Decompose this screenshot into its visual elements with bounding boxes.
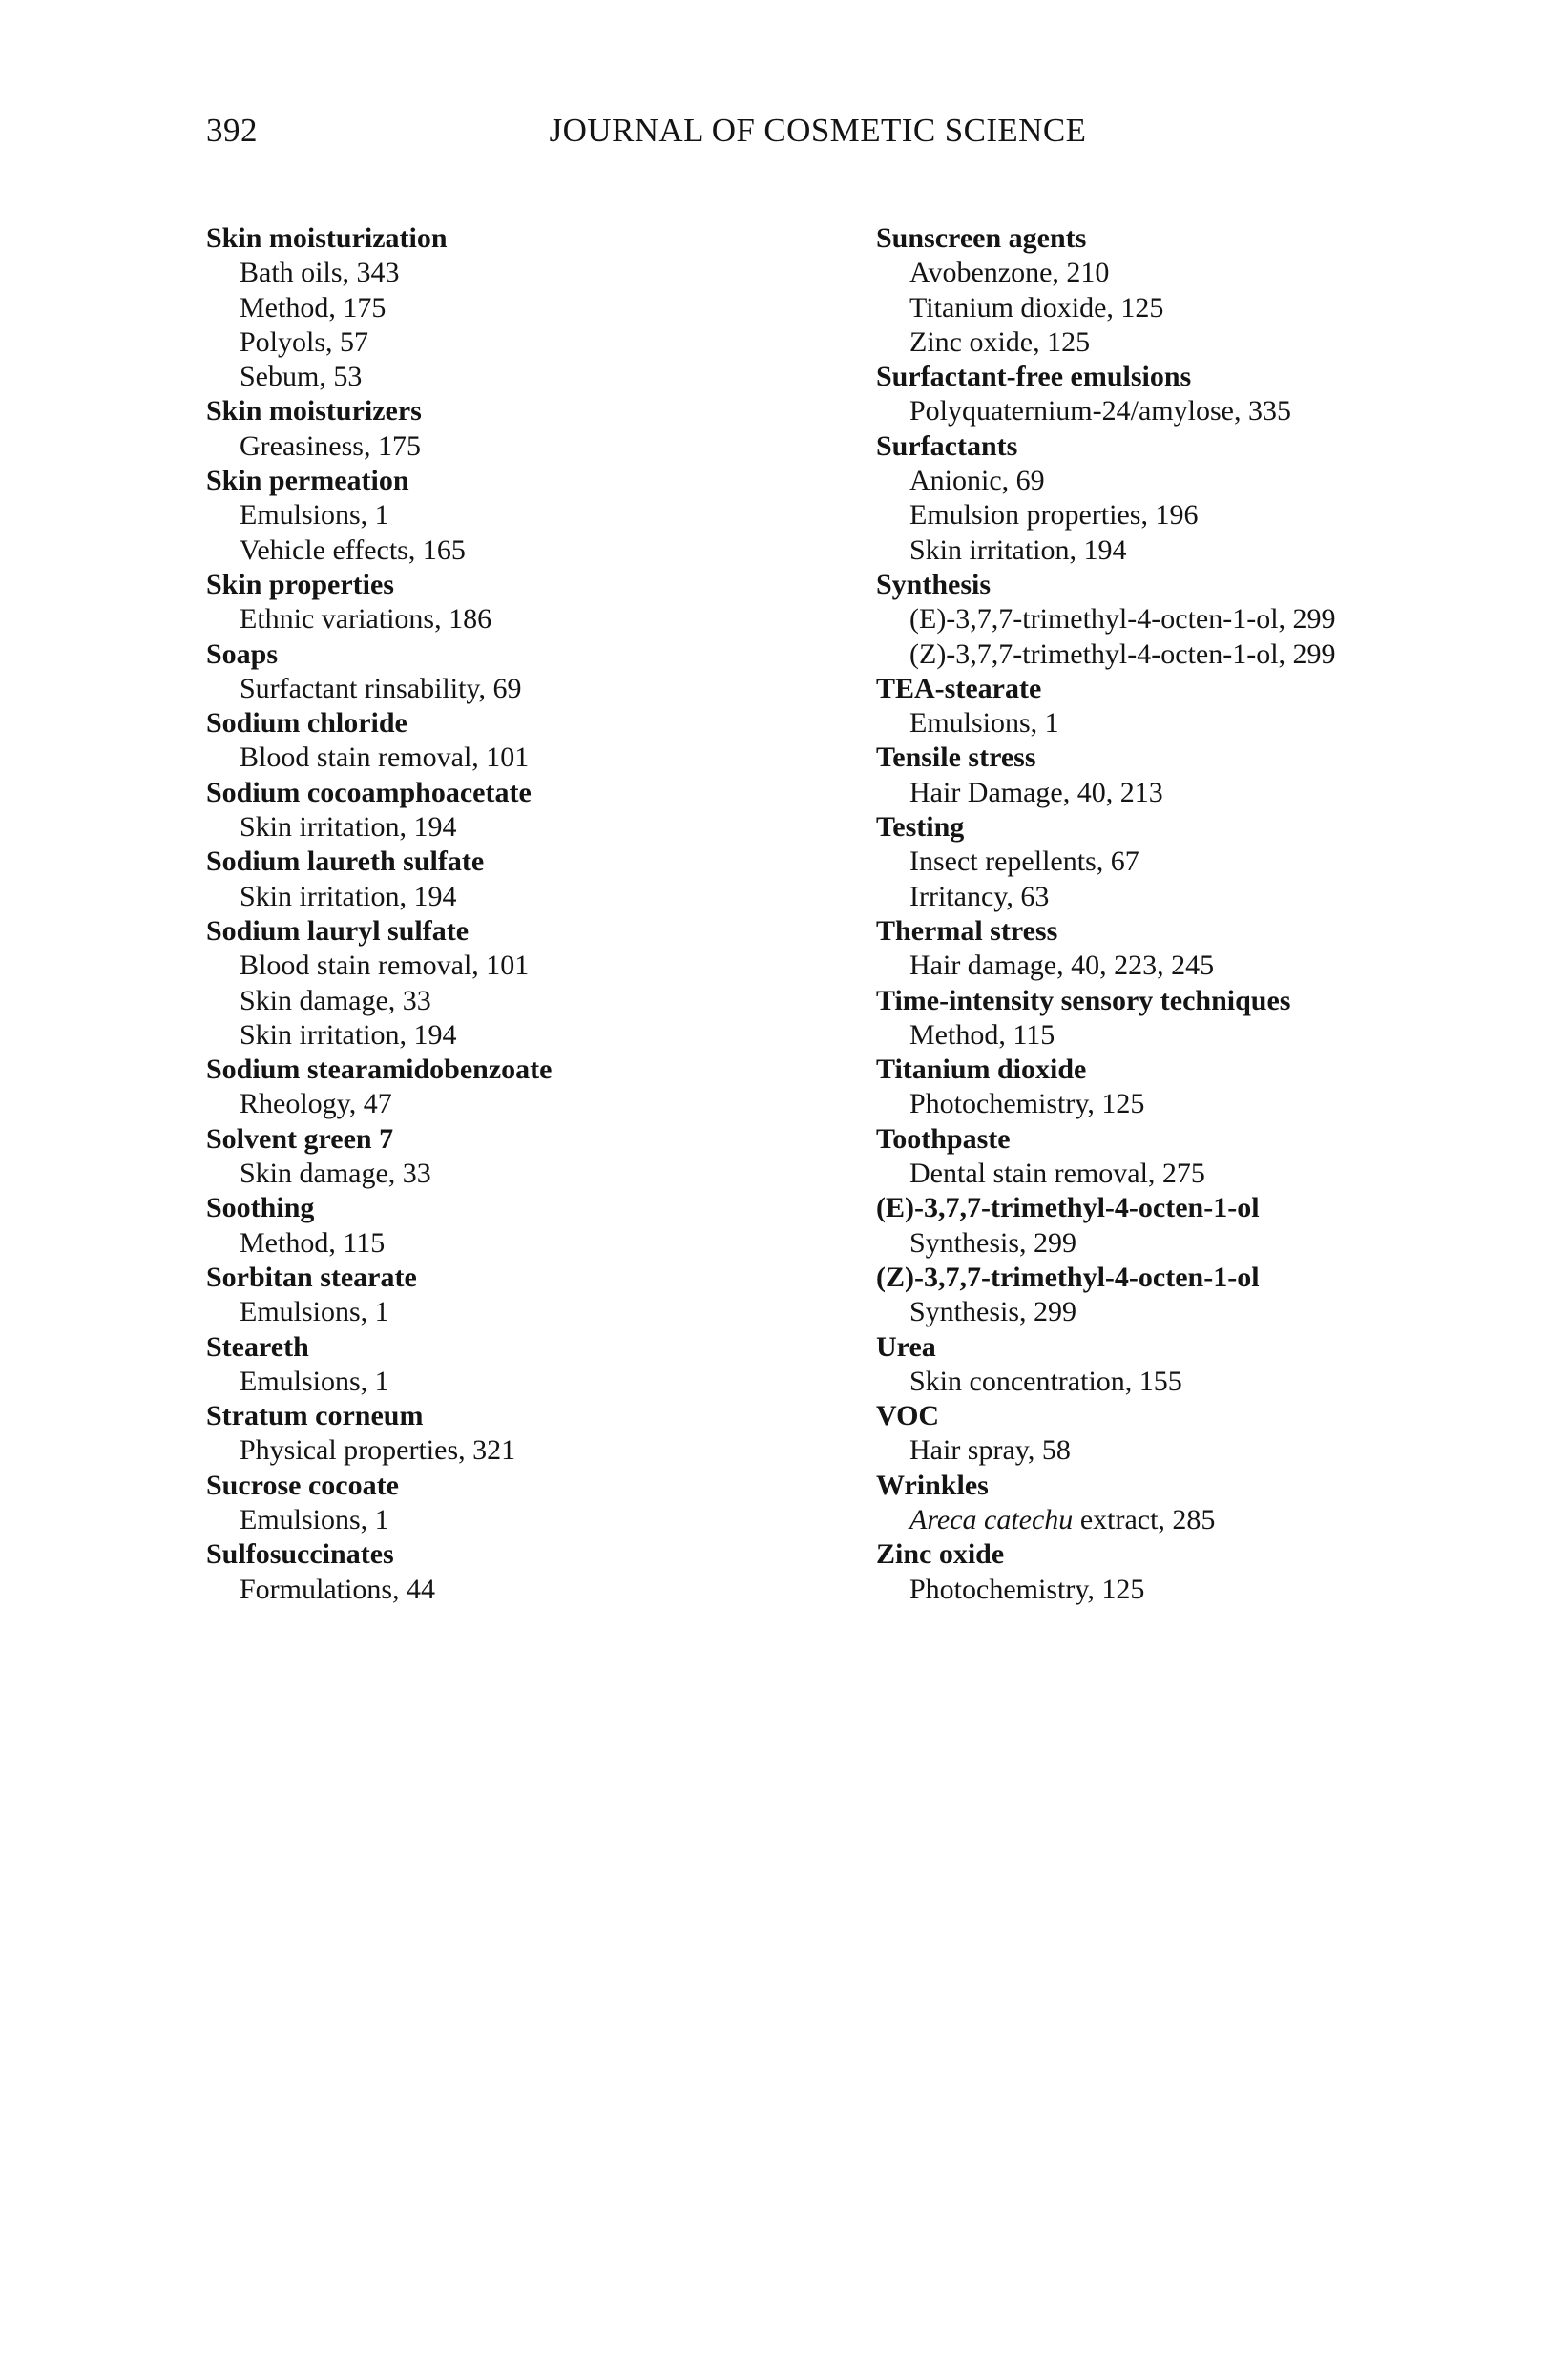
index-subentry: Surfactant rinsability, 69 [240,672,522,704]
index-subentry: Emulsions, 1 [240,1503,389,1535]
index-heading: Stratum corneum [206,1400,424,1432]
index-subentry: Irritancy, 63 [909,880,1050,912]
index-heading: Soaps [206,637,279,670]
index-heading: Sulfosuccinates [206,1538,394,1571]
index-heading: Sodium cocoamphoacetate [206,776,532,808]
index-entry [206,221,798,394]
index-heading: Soothing [206,1192,315,1224]
index-subentry: (E)-3,7,7-trimethyl-4-octen-1-ol, 299 [909,603,1336,636]
page-number: 392 [206,112,258,149]
index-entry [206,1469,798,1538]
index-entry [876,1053,1410,1122]
index-heading: Time-intensity sensory techniques [876,984,1291,1016]
index-heading: Skin moisturizers [206,395,422,428]
index-entry [206,1053,798,1122]
index-subentry: Polyquaternium-24/amylose, 335 [909,395,1291,428]
index-subentry: Polyols, 57 [240,325,369,358]
index-subentry [876,1503,1410,1537]
index-subentry: Hair spray, 58 [909,1434,1071,1467]
index-entry [876,1191,1410,1261]
index-entry [876,1399,1410,1469]
index-entry [876,221,1410,360]
index-subentry: Zinc oxide, 125 [909,325,1091,358]
index-subentry: Photochemistry, 125 [909,1088,1145,1120]
page-header [206,107,1382,155]
index-heading: Sodium lauryl sulfate [206,914,470,947]
index-entry [876,984,1410,1054]
index-entry [206,1191,798,1261]
index-subentry: Emulsions, 1 [240,499,389,532]
index-subentry: Method, 175 [240,291,387,324]
index-entry [206,1261,798,1330]
index-entry [876,360,1410,429]
index-heading: Sodium chloride [206,707,407,740]
index-entry [206,1122,798,1192]
index-subentry: Method, 115 [909,1018,1055,1051]
index-subentry: Skin concentration, 155 [909,1365,1182,1397]
index-subentry: Emulsions, 1 [240,1296,389,1328]
index-subentry: Skin damage, 33 [240,984,431,1016]
index-heading: Solvent green 7 [206,1122,394,1155]
index-entry [206,1537,798,1607]
index-subentry: Ethnic variations, 186 [240,603,492,636]
index-subentry: Skin irritation, 194 [240,811,457,844]
index-subentry: Emulsions, 1 [909,707,1059,740]
index-heading: Thermal stress [876,914,1058,947]
index-subentry: Hair damage, 40, 223, 245 [909,950,1215,982]
index-entry [206,464,798,568]
index-subentry-italic: Areca catechu [909,1503,1074,1535]
index-subentry: Titanium dioxide, 125 [909,291,1164,324]
index-entry [876,810,1410,914]
index-entry [876,741,1410,810]
index-subentry: Sebum, 53 [240,361,363,393]
index-heading: Zinc oxide [876,1538,1005,1571]
index-heading: TEA-stearate [876,672,1042,704]
index-entry [206,706,798,776]
index-entry [876,1537,1410,1607]
index-heading: Sucrose cocoate [206,1469,399,1501]
index-subentry: Vehicle effects, 165 [240,533,466,566]
index-subentry: Anionic, 69 [909,465,1045,497]
index-entry [876,672,1410,741]
index-entry [206,1399,798,1469]
index-subentry: Dental stain removal, 275 [909,1158,1205,1190]
index-heading: Sodium stearamidobenzoate [206,1054,553,1086]
index-subentry: Skin irritation, 194 [240,1018,457,1051]
index-heading: Skin properties [206,568,394,600]
index-heading: (Z)-3,7,7-trimethyl-4-octen-1-ol [876,1261,1260,1293]
index-subentry: Emulsions, 1 [240,1365,389,1397]
index-entry [876,1261,1410,1330]
index-entry [206,637,798,707]
index-heading: Surfactant-free emulsions [876,361,1192,393]
index-heading: Surfactants [876,429,1018,462]
index-heading: (E)-3,7,7-trimethyl-4-octen-1-ol [876,1192,1260,1224]
index-entry [876,1469,1410,1538]
index-heading: Synthesis [876,568,992,600]
index-heading: Skin permeation [206,465,409,497]
index-subentry-rest: extract, 285 [1073,1503,1216,1535]
index-entry [206,776,798,846]
index-subentry: Avobenzone, 210 [909,257,1110,289]
index-entry [876,914,1410,984]
index-entry [206,845,798,914]
index-entry [206,1330,798,1400]
index-subentry: Emulsion properties, 196 [909,499,1199,532]
index-heading: Urea [876,1330,936,1363]
index-subentry: (Z)-3,7,7-trimethyl-4-octen-1-ol, 299 [909,637,1336,670]
index-subentry: Blood stain removal, 101 [240,950,530,982]
index-entry [206,914,798,1053]
index-subentry: Hair Damage, 40, 213 [909,776,1163,808]
index-heading: Titanium dioxide [876,1054,1087,1086]
index-heading: Sunscreen agents [876,222,1087,254]
index-heading: Steareth [206,1330,309,1363]
index-entry [876,429,1410,568]
index-heading: Skin moisturization [206,222,448,254]
index-subentry: Rheology, 47 [240,1088,392,1120]
index-entry [876,1330,1410,1400]
index-heading: Wrinkles [876,1469,989,1501]
index-column-right [876,221,1410,1607]
journal-title: JOURNAL OF COSMETIC SCIENCE [549,112,1087,149]
index-heading: Testing [876,811,965,844]
index-subentry: Insect repellents, 67 [909,846,1139,878]
index-column-left [206,221,798,1607]
index-subentry: Blood stain removal, 101 [240,741,530,774]
index-subentry: Skin damage, 33 [240,1158,431,1190]
index-subentry: Physical properties, 321 [240,1434,516,1467]
index-entry [206,568,798,637]
index-subentry: Greasiness, 175 [240,429,421,462]
index-subentry: Method, 115 [240,1226,386,1259]
index-entry [876,568,1410,672]
index-entry [206,394,798,464]
index-heading: Toothpaste [876,1122,1011,1155]
index-subentry: Synthesis, 299 [909,1226,1077,1259]
index-subentry: Skin irritation, 194 [909,533,1127,566]
index-entry [876,1122,1410,1192]
index-subentry: Bath oils, 343 [240,257,400,289]
index-subentry: Formulations, 44 [240,1573,436,1605]
index-heading: Tensile stress [876,741,1036,774]
index-heading: Sorbitan stearate [206,1261,417,1293]
index-heading: VOC [876,1400,940,1432]
index-heading: Sodium laureth sulfate [206,846,485,878]
index-subentry: Synthesis, 299 [909,1296,1077,1328]
index-subentry: Photochemistry, 125 [909,1573,1145,1605]
index-subentry: Skin irritation, 194 [240,880,457,912]
